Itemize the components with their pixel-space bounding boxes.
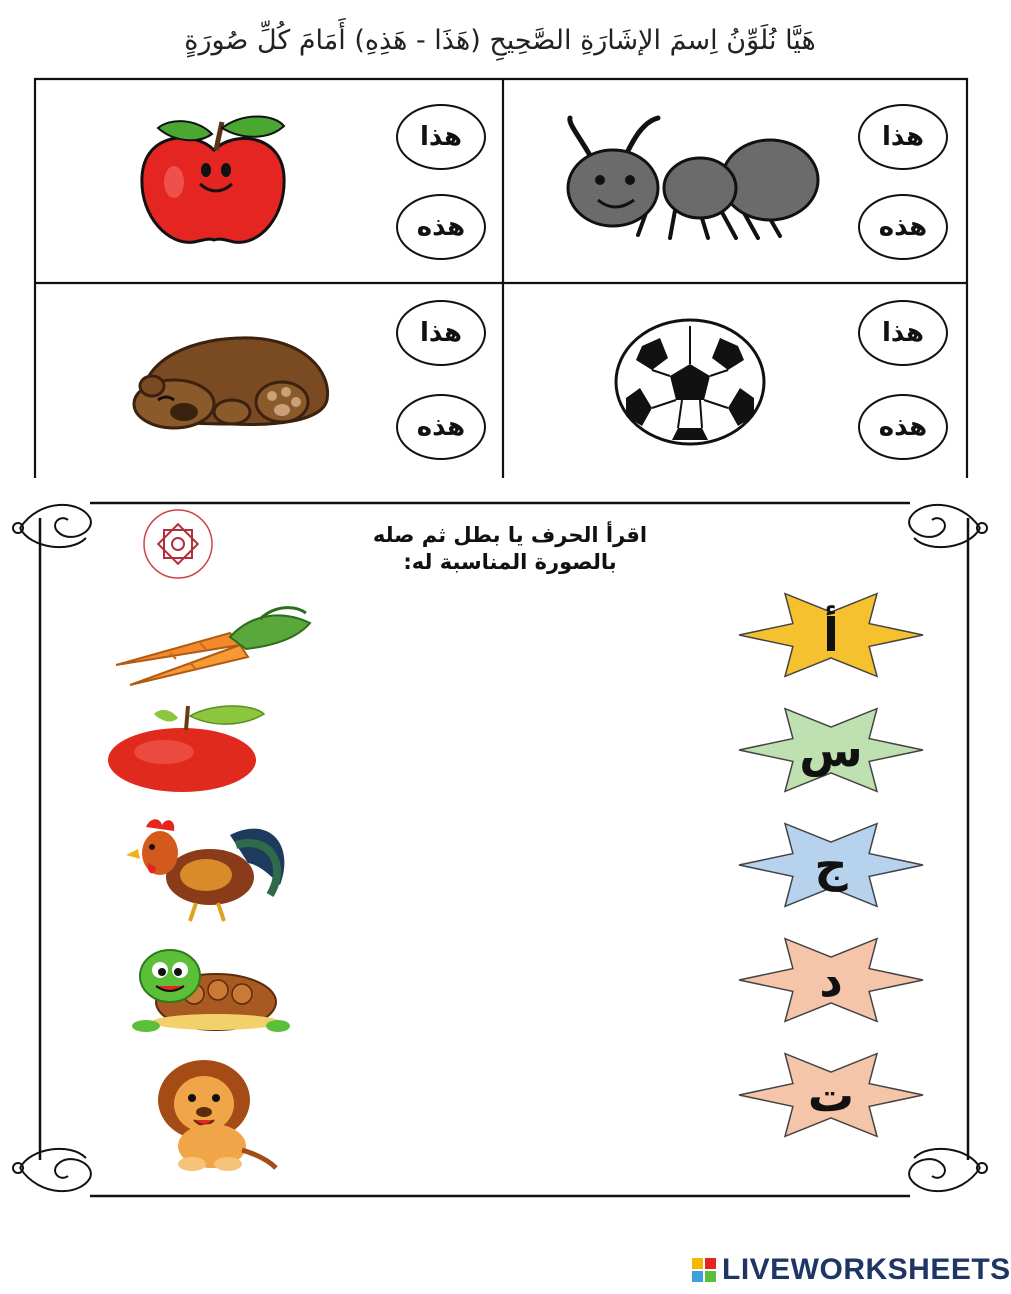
choice-apple-hathihi[interactable]: هذه (396, 194, 486, 260)
exercise1-title: هَيَّا نُلَوِّنُ اِسمَ الإشَارَةِ الصَّحِيحِ (هَذَا - هَذِهِ) أَمَامَ كُلِّ صُورَةٍ (184, 25, 816, 56)
choice-bear-hathihi[interactable]: هذه (396, 394, 486, 460)
carrot-icon[interactable] (110, 605, 316, 687)
apple-icon (134, 112, 294, 250)
corner-ornament-top-left-icon (13, 505, 91, 547)
rooster-icon[interactable] (120, 815, 292, 925)
turtle-icon[interactable] (124, 946, 290, 1034)
letter-stars (734, 590, 928, 1122)
exercise2-title-line2: بالصورة المناسبة له: (403, 550, 617, 574)
corner-ornament-bottom-left-icon (13, 1149, 91, 1191)
corner-ornament-bottom-right-icon (909, 1149, 987, 1191)
choice-bear-hatha[interactable]: هذا (396, 300, 486, 366)
letter-star-label-5: ت (807, 1068, 855, 1122)
sleeping-bear-icon (122, 330, 334, 430)
letter-star-label-2: س (799, 723, 863, 777)
letter-star-label-3: ج (814, 838, 848, 892)
choice-ball-hathihi[interactable]: هذه (858, 394, 948, 460)
liveworksheets-logo-icon (692, 1258, 716, 1282)
choice-ant-hathihi[interactable]: هذه (858, 194, 948, 260)
choice-ball-hatha[interactable]: هذا (858, 300, 948, 366)
corner-ornament-top-right-icon (909, 505, 987, 547)
choice-apple-hatha[interactable]: هذا (396, 104, 486, 170)
exercise2-title-line1: اقرأ الحرف يا بطل ثم صله (372, 523, 648, 547)
emblem-logo (144, 510, 212, 578)
ant-icon (558, 110, 820, 245)
liveworksheets-brand[interactable] (692, 1250, 1011, 1290)
liveworksheets-text: LIVEWORKSHEETS (722, 1253, 1011, 1286)
exercise2-title (300, 522, 720, 576)
choice-ant-hatha[interactable]: هذا (858, 104, 948, 170)
soccer-ball-icon (612, 316, 768, 448)
lion-icon[interactable] (142, 1060, 282, 1172)
letter-star-label-4: د (819, 953, 843, 1007)
letter-star-label-1: أ (823, 608, 839, 662)
apple-icon[interactable] (104, 702, 268, 792)
